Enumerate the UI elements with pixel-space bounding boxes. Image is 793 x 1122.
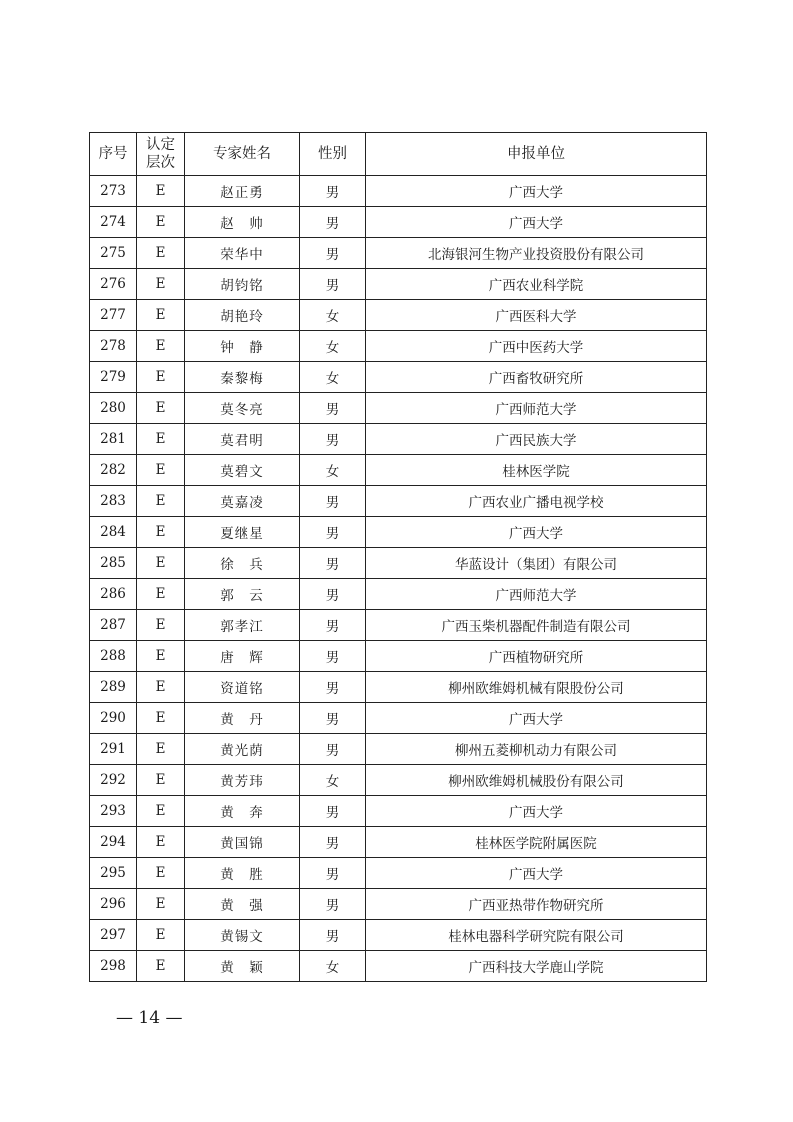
- cell-name: 黄锡文: [185, 920, 300, 951]
- cell-name: 黄国锦: [185, 827, 300, 858]
- cell-level: E: [137, 579, 185, 610]
- table-row: [90, 920, 707, 951]
- cell-level: E: [137, 858, 185, 889]
- cell-gender: 男: [300, 579, 366, 610]
- table-row: [90, 207, 707, 238]
- cell-gender: 男: [300, 176, 366, 207]
- cell-no: 276: [90, 269, 137, 300]
- cell-unit: 广西大学: [366, 858, 707, 889]
- cell-gender: 男: [300, 486, 366, 517]
- header-level: [137, 133, 185, 176]
- cell-unit: 广西大学: [366, 796, 707, 827]
- header-gender: 性别: [300, 133, 366, 176]
- cell-gender: 男: [300, 734, 366, 765]
- cell-level: E: [137, 362, 185, 393]
- cell-unit: 广西畜牧研究所: [366, 362, 707, 393]
- table-row: [90, 486, 707, 517]
- table-row: [90, 672, 707, 703]
- cell-gender: 女: [300, 362, 366, 393]
- cell-unit: 广西大学: [366, 703, 707, 734]
- cell-gender: 男: [300, 610, 366, 641]
- cell-no: 279: [90, 362, 137, 393]
- cell-level: E: [137, 517, 185, 548]
- cell-name: 资道铭: [185, 672, 300, 703]
- cell-unit: 广西中医药大学: [366, 331, 707, 362]
- table-body: [90, 176, 707, 982]
- table-row: [90, 827, 707, 858]
- cell-gender: 女: [300, 765, 366, 796]
- cell-no: 294: [90, 827, 137, 858]
- cell-name: 荣华中: [185, 238, 300, 269]
- cell-name: 黄 颖: [185, 951, 300, 982]
- cell-gender: 男: [300, 889, 366, 920]
- table-row: [90, 765, 707, 796]
- cell-name: 胡艳玲: [185, 300, 300, 331]
- cell-no: 288: [90, 641, 137, 672]
- cell-no: 277: [90, 300, 137, 331]
- table-row: [90, 951, 707, 982]
- cell-gender: 男: [300, 920, 366, 951]
- cell-gender: 女: [300, 331, 366, 362]
- cell-unit: 桂林电器科学研究院有限公司: [366, 920, 707, 951]
- cell-no: 274: [90, 207, 137, 238]
- cell-level: E: [137, 610, 185, 641]
- table-row: [90, 176, 707, 207]
- cell-level: E: [137, 827, 185, 858]
- cell-no: 287: [90, 610, 137, 641]
- cell-name: 黄 强: [185, 889, 300, 920]
- cell-name: 黄 胜: [185, 858, 300, 889]
- cell-unit: 华蓝设计（集团）有限公司: [366, 548, 707, 579]
- cell-no: 295: [90, 858, 137, 889]
- cell-name: 徐 兵: [185, 548, 300, 579]
- header-level-text: 认定层次: [146, 137, 175, 171]
- cell-name: 莫嘉凌: [185, 486, 300, 517]
- cell-no: 286: [90, 579, 137, 610]
- table-row: [90, 858, 707, 889]
- cell-unit: 广西玉柴机器配件制造有限公司: [366, 610, 707, 641]
- table-row: [90, 331, 707, 362]
- cell-name: 莫碧文: [185, 455, 300, 486]
- cell-name: 钟 静: [185, 331, 300, 362]
- cell-level: E: [137, 548, 185, 579]
- cell-unit: 桂林医学院: [366, 455, 707, 486]
- cell-level: E: [137, 920, 185, 951]
- cell-name: 黄光荫: [185, 734, 300, 765]
- cell-name: 黄 奔: [185, 796, 300, 827]
- cell-level: E: [137, 207, 185, 238]
- table-row: [90, 641, 707, 672]
- cell-name: 莫冬亮: [185, 393, 300, 424]
- cell-gender: 男: [300, 238, 366, 269]
- cell-unit: 广西农业广播电视学校: [366, 486, 707, 517]
- cell-level: E: [137, 641, 185, 672]
- cell-no: 291: [90, 734, 137, 765]
- cell-no: 282: [90, 455, 137, 486]
- cell-level: E: [137, 269, 185, 300]
- cell-unit: 广西大学: [366, 517, 707, 548]
- header-unit: 申报单位: [366, 133, 707, 176]
- cell-unit: 柳州欧维姆机械股份有限公司: [366, 765, 707, 796]
- table-row: [90, 889, 707, 920]
- cell-gender: 男: [300, 269, 366, 300]
- cell-level: E: [137, 672, 185, 703]
- cell-no: 273: [90, 176, 137, 207]
- cell-level: E: [137, 765, 185, 796]
- cell-gender: 男: [300, 672, 366, 703]
- cell-level: E: [137, 331, 185, 362]
- cell-unit: 广西农业科学院: [366, 269, 707, 300]
- cell-gender: 男: [300, 796, 366, 827]
- cell-name: 赵 帅: [185, 207, 300, 238]
- cell-no: 284: [90, 517, 137, 548]
- cell-unit: 桂林医学院附属医院: [366, 827, 707, 858]
- cell-unit: 广西亚热带作物研究所: [366, 889, 707, 920]
- cell-no: 280: [90, 393, 137, 424]
- table-row: [90, 548, 707, 579]
- table-row: [90, 517, 707, 548]
- cell-no: 292: [90, 765, 137, 796]
- cell-no: 293: [90, 796, 137, 827]
- cell-level: E: [137, 393, 185, 424]
- cell-no: 285: [90, 548, 137, 579]
- table-row: [90, 300, 707, 331]
- cell-gender: 女: [300, 300, 366, 331]
- table-row: [90, 455, 707, 486]
- table-header-row: [90, 133, 707, 176]
- table-row: [90, 579, 707, 610]
- cell-no: 298: [90, 951, 137, 982]
- cell-name: 夏继星: [185, 517, 300, 548]
- table-row: [90, 269, 707, 300]
- cell-level: E: [137, 176, 185, 207]
- cell-unit: 北海银河生物产业投资股份有限公司: [366, 238, 707, 269]
- expert-table: [89, 132, 707, 982]
- cell-unit: 广西师范大学: [366, 393, 707, 424]
- cell-name: 莫君明: [185, 424, 300, 455]
- cell-gender: 女: [300, 951, 366, 982]
- cell-gender: 男: [300, 548, 366, 579]
- cell-gender: 男: [300, 393, 366, 424]
- cell-gender: 男: [300, 207, 366, 238]
- cell-level: E: [137, 734, 185, 765]
- page-number: — 14 —: [116, 1008, 183, 1028]
- cell-level: E: [137, 951, 185, 982]
- cell-unit: 柳州欧维姆机械有限股份公司: [366, 672, 707, 703]
- table-row: [90, 424, 707, 455]
- cell-no: 297: [90, 920, 137, 951]
- cell-gender: 男: [300, 827, 366, 858]
- cell-name: 黄芳玮: [185, 765, 300, 796]
- cell-no: 290: [90, 703, 137, 734]
- cell-unit: 广西植物研究所: [366, 641, 707, 672]
- cell-level: E: [137, 796, 185, 827]
- table-row: [90, 703, 707, 734]
- cell-unit: 广西科技大学鹿山学院: [366, 951, 707, 982]
- cell-no: 278: [90, 331, 137, 362]
- table-row: [90, 796, 707, 827]
- cell-name: 唐 辉: [185, 641, 300, 672]
- cell-level: E: [137, 889, 185, 920]
- cell-name: 郭 云: [185, 579, 300, 610]
- cell-unit: 广西民族大学: [366, 424, 707, 455]
- cell-gender: 男: [300, 641, 366, 672]
- cell-no: 275: [90, 238, 137, 269]
- cell-name: 秦黎梅: [185, 362, 300, 393]
- table-row: [90, 734, 707, 765]
- table-row: [90, 238, 707, 269]
- cell-gender: 男: [300, 424, 366, 455]
- table-row: [90, 610, 707, 641]
- header-name: 专家姓名: [185, 133, 300, 176]
- cell-no: 289: [90, 672, 137, 703]
- cell-level: E: [137, 300, 185, 331]
- cell-unit: 广西大学: [366, 176, 707, 207]
- cell-no: 283: [90, 486, 137, 517]
- cell-unit: 柳州五菱柳机动力有限公司: [366, 734, 707, 765]
- cell-level: E: [137, 703, 185, 734]
- table-row: [90, 393, 707, 424]
- cell-unit: 广西师范大学: [366, 579, 707, 610]
- cell-gender: 男: [300, 858, 366, 889]
- cell-gender: 女: [300, 455, 366, 486]
- cell-no: 296: [90, 889, 137, 920]
- cell-name: 胡钧铭: [185, 269, 300, 300]
- cell-no: 281: [90, 424, 137, 455]
- cell-level: E: [137, 455, 185, 486]
- cell-level: E: [137, 238, 185, 269]
- cell-level: E: [137, 486, 185, 517]
- cell-unit: 广西医科大学: [366, 300, 707, 331]
- cell-unit: 广西大学: [366, 207, 707, 238]
- cell-name: 郭孝江: [185, 610, 300, 641]
- table-row: [90, 362, 707, 393]
- cell-level: E: [137, 424, 185, 455]
- cell-name: 赵正勇: [185, 176, 300, 207]
- cell-gender: 男: [300, 703, 366, 734]
- header-no: 序号: [90, 133, 137, 176]
- cell-name: 黄 丹: [185, 703, 300, 734]
- cell-gender: 男: [300, 517, 366, 548]
